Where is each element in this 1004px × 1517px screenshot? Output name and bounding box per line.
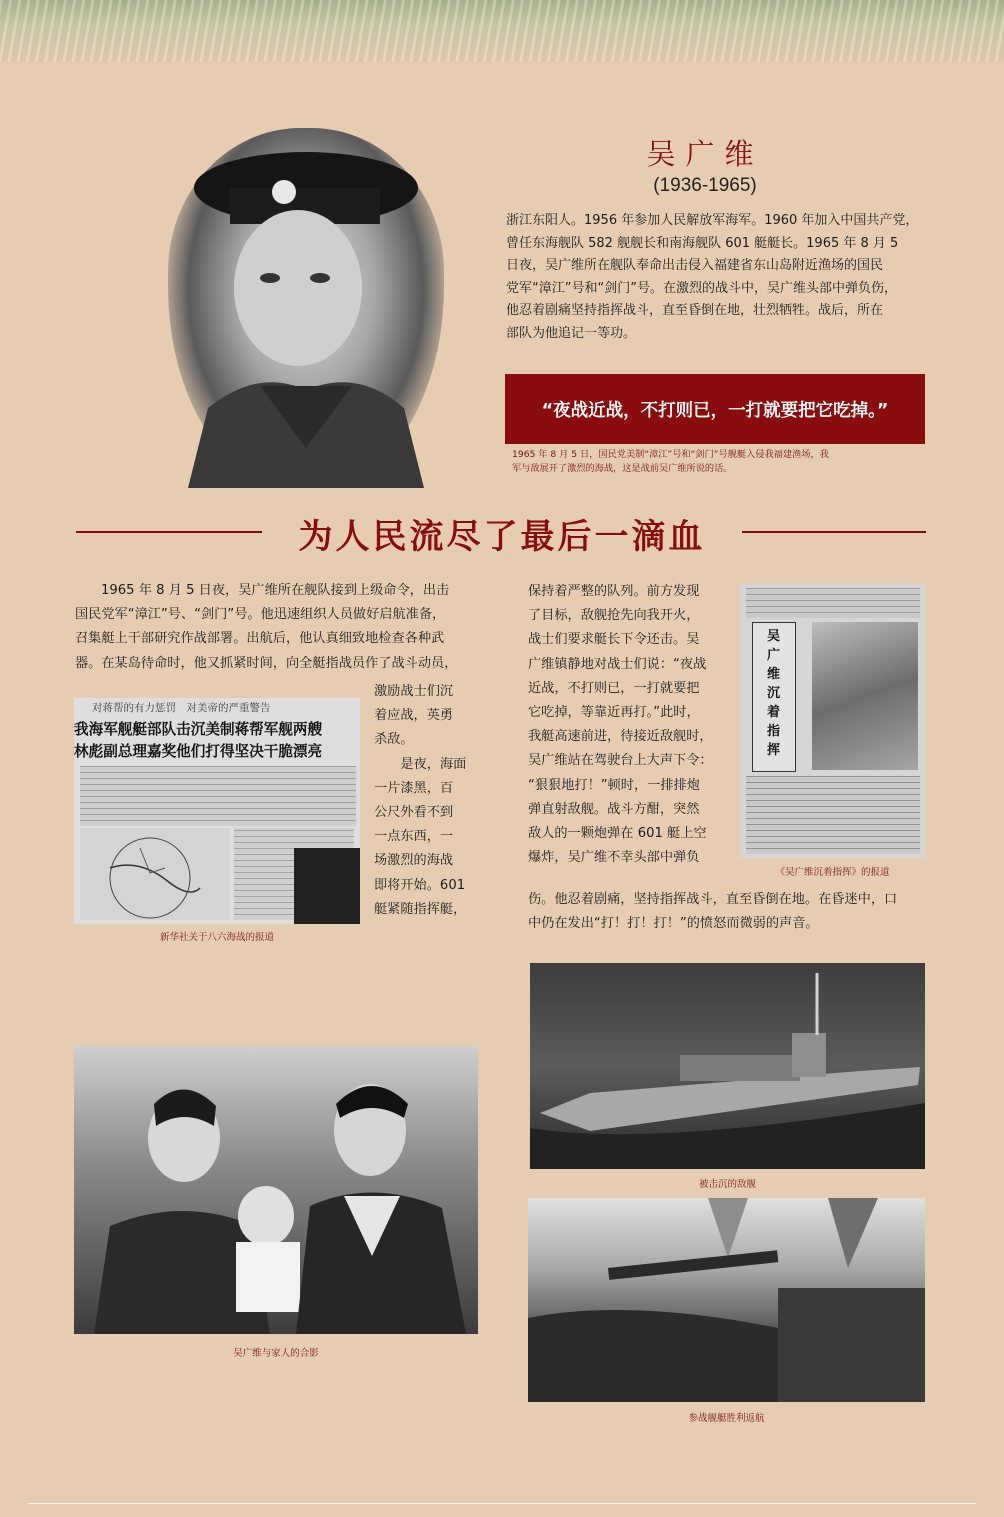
- photo-victorious-return: [528, 1198, 925, 1402]
- clipping-title-char: 沉: [767, 686, 781, 701]
- story-line: 公尺外看不到: [374, 805, 454, 821]
- story-middle-column: [528, 580, 740, 870]
- clipping-title-char: 挥: [767, 743, 781, 758]
- clipping-title-box: [752, 622, 796, 772]
- bio-line: 曾任东海舰队 582 舰舰长和南海舰队 601 艇艇长。1965 年 8 月 5: [506, 235, 899, 251]
- hero-quote: “夜战近战，不打则已，一打就要把它吃掉。”: [541, 400, 889, 421]
- section-rule-right: [742, 531, 926, 533]
- story-line: 广维镇静地对战士们说：“夜战: [528, 656, 707, 672]
- story-line: 战士们要求艇长下令还击。吴: [528, 632, 700, 648]
- hero-name: 吴广维: [646, 137, 764, 171]
- clipping-title-char: 维: [767, 667, 781, 682]
- bio-line: 浙江东阳人。1956 年参加人民解放军海军。1960 年加入中国共产党，: [506, 213, 919, 228]
- story-line: 爆炸，吴广维不幸头部中弹负: [528, 850, 700, 866]
- quote-note-line: 军与敌展开了激烈的海战，这是战前吴广维所说的话。: [512, 463, 733, 474]
- bio-line: 部队为他追记一等功。: [506, 325, 637, 341]
- quote-banner: [505, 374, 925, 444]
- clipping-title-char: 指: [767, 724, 781, 739]
- story-line: 艇紧随指挥艇，: [374, 901, 467, 917]
- story-line: 场激烈的海战: [374, 853, 454, 869]
- portrait-photo: [168, 128, 444, 488]
- story-line: 器。在某岛待命时，他又抓紧时间，向全艇指战员作了战斗动员，: [75, 655, 458, 671]
- clipping-title-char: 吴: [767, 629, 781, 644]
- story-line: 一点东西，一: [374, 829, 454, 845]
- story-line: 杀敌。: [374, 732, 414, 748]
- story-line: 弹直射敌舰。战斗方酣，突然: [528, 801, 700, 817]
- story-line: 国民党军“漳江”号、“剑门”号。他迅速组织人员做好启航准备，: [75, 607, 446, 623]
- story-closing-paragraph: [528, 888, 928, 936]
- quote-context-note: [512, 448, 922, 476]
- story-line: 1965 年 8 月 5 日夜，吴广维所在舰队接到上级命令，出击: [101, 583, 450, 598]
- clipping-text-block-2: [746, 776, 920, 854]
- clipping-map-figure: [80, 828, 230, 920]
- clipping-top-headline: 对蒋帮的有力惩罚 对美帝的严重警告: [92, 702, 271, 714]
- clipping-title-char: 着: [767, 705, 781, 720]
- bio-line: 日夜，吴广维所在舰队奉命出击侵入福建省东山岛附近渔场的国民: [506, 258, 884, 273]
- return-scene: [528, 1198, 925, 1402]
- caption-xinhua-report: 新华社关于八六海战的报道: [159, 932, 274, 943]
- quote-note-line: 1965 年 8 月 5 日，国民党美制“漳江”号和“剑门”号舰艇入侵我福建渔场，我: [512, 449, 829, 460]
- decorative-top-band: [0, 0, 1004, 62]
- clipping-text-block: [80, 766, 356, 826]
- newspaper-clipping-xinhua: [74, 698, 360, 924]
- story-line: 伤。他忍着剧痛，坚持指挥战斗，直至昏倒在地。在昏迷中，口: [528, 892, 898, 907]
- bottom-rule: [28, 1503, 976, 1504]
- story-line: 着应战，英勇: [374, 708, 454, 724]
- story-line: “狠狠地打！”顿时，一排排炮: [528, 777, 700, 793]
- caption-victorious-return: 参战舰艇胜利返航: [688, 1413, 765, 1424]
- story-line: 保持着严整的队列。前方发现: [528, 584, 700, 599]
- story-narrow-column: [374, 680, 474, 922]
- clipping-dark-corner: [294, 848, 360, 924]
- newspaper-clipping-command: [740, 584, 925, 858]
- section-title: 为人民流尽了最后一滴血: [298, 517, 706, 557]
- story-line: 是夜，海面: [374, 756, 467, 772]
- clipping-illustration: [812, 622, 918, 770]
- story-line: 一片漆黑，百: [374, 780, 454, 796]
- story-line: 召集艇上干部研究作战部署。出航后，他认真细致地检查各种武: [75, 631, 445, 647]
- story-line: 了目标，敌舰抢先向我开火，: [528, 608, 700, 624]
- caption-sunk-ship: 被击沉的敌舰: [698, 1179, 756, 1190]
- hero-biography: [506, 210, 924, 345]
- family-figures: [74, 1046, 478, 1334]
- clipping-headline-1: 我海军舰艇部队击沉美制蒋帮军舰两艘: [74, 721, 323, 738]
- hero-life-dates: (1936-1965): [653, 175, 757, 196]
- story-line: 敌人的一颗炮弹在 601 艇上空: [528, 826, 707, 842]
- bio-line: 他忍着剧痛坚持指挥战斗，直至昏倒在地，壮烈牺牲。战后，所在: [506, 303, 884, 318]
- story-line: 我艇高速前进，待接近敌舰时，: [528, 729, 713, 745]
- story-line: 近战，不打则已，一打就要把: [528, 680, 700, 696]
- caption-command-report: 《吴广维沉着指挥》的报道: [775, 867, 890, 878]
- section-rule-left: [76, 531, 262, 533]
- clipping-title-char: 广: [767, 648, 781, 663]
- story-line: 它吃掉，等靠近再打。”此时，: [528, 705, 700, 721]
- story-intro-paragraph: [75, 579, 473, 676]
- photo-sunk-enemy-ship: [530, 963, 925, 1169]
- ship-silhouette: [530, 963, 925, 1169]
- clipping-text-block: [746, 588, 920, 618]
- photo-family-portrait: [74, 1046, 478, 1334]
- caption-family-photo: 吴广维与家人的合影: [233, 1348, 319, 1359]
- bio-line: 党军“漳江”号和“剑门”号。在激烈的战斗中，吴广维头部中弹负伤，: [506, 280, 897, 296]
- story-line: 吴广维站在驾驶台上大声下令：: [528, 753, 713, 769]
- story-line: 即将开始。601: [374, 877, 466, 893]
- clipping-headline-2: 林彪副总理嘉奖他们打得坚决干脆漂亮: [74, 743, 323, 760]
- portrait-figure: [168, 128, 444, 488]
- story-line: 激励战士们沉: [374, 684, 454, 699]
- story-line: 中仍在发出“打！打！打！”的愤怒而微弱的声音。: [528, 916, 819, 932]
